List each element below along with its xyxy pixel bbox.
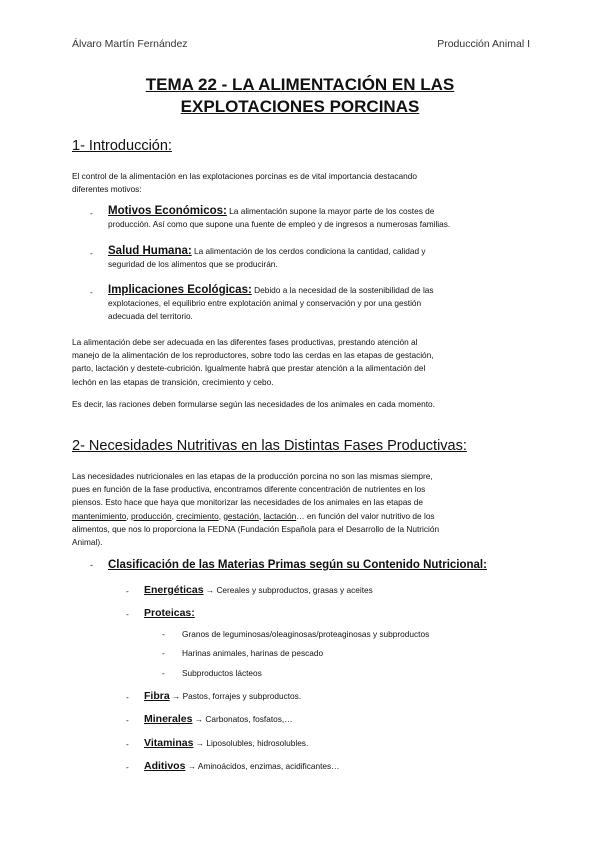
bullet-dash: -	[90, 287, 93, 297]
bullet-dash: -	[126, 586, 129, 596]
list-item-aditivos	[126, 760, 339, 773]
list-item-minerales	[126, 713, 293, 726]
item-text: → Aminoácidos, enzimas, acidificantes…	[185, 761, 340, 771]
protein-item-text: Harinas animales, harinas de pescado	[182, 648, 324, 658]
bullet-term: Motivos Económicos:	[108, 205, 227, 217]
section-1-intro	[72, 170, 528, 196]
bullet-dash: -	[126, 692, 129, 702]
paragraph-line: pues en función de la fase productiva, encontramos diferente concentración de nutrientes en los	[72, 484, 426, 495]
bullet-text: La alimentación de los cerdos condiciona la cantidad, calidad y	[191, 246, 426, 256]
header-author: Álvaro Martín Fernández	[72, 38, 188, 50]
paragraph-line: lechón en las etapas de transición, crecimiento y cebo.	[72, 376, 274, 387]
bullet-text: Debido a la necesidad de la sostenibilidad de las	[251, 285, 434, 295]
paragraph-line: parto, lactación y destete-cubrición. Igualmente habrá que prestar atención a la alimentación del	[72, 363, 426, 374]
paragraph-line: Animal).	[72, 537, 103, 548]
classification-subheading	[90, 559, 487, 571]
bullet-dash: -	[126, 762, 129, 772]
bullet-term: Salud Humana:	[108, 245, 192, 257]
protein-item	[162, 629, 429, 639]
list-item-economic	[90, 205, 528, 231]
list-item-fibra	[126, 690, 301, 703]
phase-term: gestación	[223, 510, 259, 521]
bullet-dash: -	[162, 648, 165, 658]
bullet-term: Implicaciones Ecológicas:	[108, 284, 252, 296]
bullet-text: seguridad de los alimentos que se producirán.	[108, 259, 278, 270]
subheading-label: Clasificación de las Materias Primas según su Contenido Nutricional:	[108, 559, 487, 571]
phase-term: producción	[131, 510, 172, 521]
item-term: Fibra	[144, 690, 170, 702]
paragraph-line: La alimentación debe ser adecuada en las diferentes fases productivas, prestando atención al	[72, 337, 418, 347]
protein-item	[162, 648, 323, 658]
bullet-dash: -	[162, 629, 165, 639]
section-2-heading: 2- Necesidades Nutritivas en las Distintas Fases Productivas:	[72, 438, 467, 454]
section-2-paragraph	[72, 470, 528, 549]
section-1-heading: 1- Introducción:	[72, 138, 172, 154]
phase-tail: … en función del valor nutritivo de los	[296, 510, 435, 521]
paragraph-line: Las necesidades nutricionales en las etapas de la producción porcina no son las mismas siempre,	[72, 471, 433, 481]
bullet-dash: -	[90, 560, 93, 570]
item-term: Minerales	[144, 713, 193, 725]
item-text: → Pastos, forrajes y subproductos.	[169, 691, 302, 701]
section-1-paragraph-3: Es decir, las raciones deben formularse según las necesidades de los animales en cada momento.	[72, 399, 435, 409]
list-item-energeticas	[126, 584, 373, 597]
title-line-2: EXPLOTACIONES PORCINAS	[180, 97, 420, 116]
item-term: Proteicas:	[144, 607, 195, 619]
list-item-proteicas	[126, 607, 195, 620]
paragraph-line: alimentos, que nos lo proporciona la FEDNA (Fundación Española para el Desarrollo de la Nutrición	[72, 523, 440, 534]
title-line-1: TEMA 22 - LA ALIMENTACIÓN EN LAS	[145, 75, 455, 94]
bullet-dash: -	[126, 609, 129, 619]
protein-item-text: Subproductos lácteos	[182, 668, 262, 678]
header-course: Producción Animal I	[437, 38, 530, 50]
phase-term: crecimiento	[176, 510, 219, 521]
intro-line: El control de la alimentación en las explotaciones porcinas es de vital importancia destacando	[72, 171, 417, 181]
paragraph-line: piensos. Esto hace que haya que monitorizar las necesidades de los animales en las etapas de	[72, 497, 423, 508]
protein-item	[162, 668, 262, 678]
phase-term: mantenimiento	[72, 510, 127, 521]
bullet-dash: -	[126, 739, 129, 749]
item-text: → Carbonatos, fosfatos,…	[192, 714, 293, 724]
list-item-health	[90, 245, 528, 271]
bullet-dash: -	[162, 668, 165, 678]
paragraph-line: manejo de la alimentación de los reproductores, sobre todo las cerdas en las etapas de gestación,	[72, 350, 434, 361]
item-text: → Liposolubles, hidrosolubles.	[193, 738, 309, 748]
protein-item-text: Granos de leguminosas/oleaginosas/proteaginosas y subproductos	[182, 629, 430, 639]
list-item-vitaminas	[126, 737, 308, 750]
item-term: Vitaminas	[144, 737, 194, 749]
bullet-dash: -	[90, 208, 93, 218]
bullet-text: La alimentación supone la mayor parte de los costes de	[226, 206, 435, 216]
section-1-paragraph-2	[72, 336, 528, 389]
list-item-ecological	[90, 284, 528, 324]
intro-line: diferentes motivos:	[72, 184, 142, 195]
item-text: → Cereales y subproductos, grasas y aceites	[203, 585, 373, 595]
bullet-dash: -	[90, 248, 93, 258]
item-term: Aditivos	[144, 760, 186, 772]
phase-term: lactación	[263, 510, 297, 521]
paragraph-line-phases: mantenimiento, producción, crecimiento, gestación, lactación… en función del valor nutritivo de los	[72, 510, 435, 521]
bullet-text: adecuada del territorio.	[108, 311, 193, 322]
bullet-text: explotaciones, el equilibrio entre explotación animal y conservación y por una gestión	[108, 298, 422, 309]
bullet-dash: -	[126, 715, 129, 725]
document-title	[72, 74, 528, 118]
bullet-text: producción. Así como que supone una fuente de empleo y de ingresos a numerosas familias.	[108, 219, 451, 230]
item-term: Energéticas	[144, 584, 204, 596]
